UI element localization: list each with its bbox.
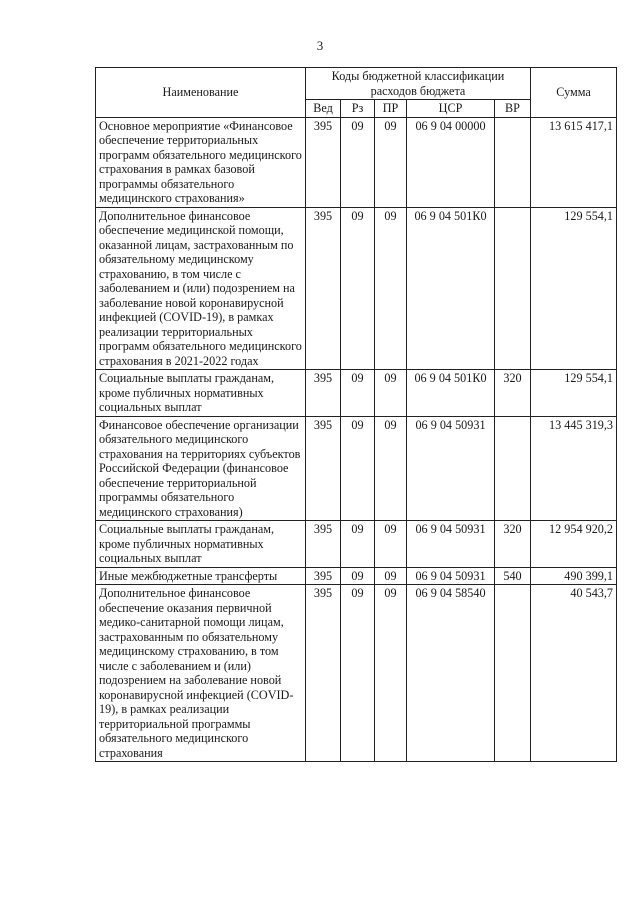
row-sum: 129 554,1 [531, 370, 617, 417]
row-rz: 09 [341, 567, 375, 585]
row-vr: 320 [495, 370, 531, 417]
table-row [96, 117, 617, 207]
row-csr: 06 9 04 50931 [407, 521, 495, 568]
row-name: Социальные выплаты гражданам, кроме публичных нормативных социальных выплат [96, 521, 306, 568]
row-csr: 06 9 04 501К0 [407, 207, 495, 370]
header-row-top [96, 68, 617, 100]
row-ved: 395 [306, 117, 341, 207]
header-csr: ЦСР [407, 100, 495, 118]
row-name: Дополнительное финансовое обеспечение оказания первичной медико-санитарной помощи лицам, застрахованным по обязательному медицинскому страхованию, в том числе с заболеванием и (или) подозрением на заболевание новой коронавирусной инфекцией (COVID-19), в рамках реализации территориальной программы обязательного медицинского страхования [96, 585, 306, 762]
row-rz: 09 [341, 207, 375, 370]
row-ved: 395 [306, 521, 341, 568]
row-pr: 09 [375, 416, 407, 521]
table-row [96, 585, 617, 762]
row-csr: 06 9 04 00000 [407, 117, 495, 207]
row-sum: 12 954 920,2 [531, 521, 617, 568]
row-rz: 09 [341, 585, 375, 762]
row-sum: 490 399,1 [531, 567, 617, 585]
row-name: Основное мероприятие «Финансовое обеспечение территориальных программ обязательного медицинского страхования в рамках базовой программы обязательного медицинского страхования» [96, 117, 306, 207]
table-row [96, 416, 617, 521]
row-csr: 06 9 04 50931 [407, 567, 495, 585]
header-pr: ПР [375, 100, 407, 118]
table-row [96, 207, 617, 370]
row-ved: 395 [306, 585, 341, 762]
row-vr: 320 [495, 521, 531, 568]
row-rz: 09 [341, 370, 375, 417]
row-pr: 09 [375, 207, 407, 370]
table-row [96, 567, 617, 585]
row-csr: 06 9 04 58540 [407, 585, 495, 762]
row-name: Финансовое обеспечение организации обязательного медицинского страхования на территориях субъектов Российской Федерации (финансовое обеспечение территориальной программы обязательного медицинского страхования) [96, 416, 306, 521]
row-sum: 129 554,1 [531, 207, 617, 370]
row-pr: 09 [375, 585, 407, 762]
row-pr: 09 [375, 370, 407, 417]
header-ved: Вед [306, 100, 341, 118]
row-vr: 540 [495, 567, 531, 585]
table-row [96, 370, 617, 417]
row-vr [495, 416, 531, 521]
budget-table [95, 67, 617, 762]
header-vr: ВР [495, 100, 531, 118]
page-number: 3 [316, 38, 324, 53]
row-name: Дополнительное финансовое обеспечение медицинской помощи, оказанной лицам, застрахованным по обязательному медицинскому страхованию, в том числе с заболеванием и (или) подозрением на заболевание новой коронавирусной инфекцией (COVID-19), в рамках реализации территориальных программ обязательного медицинского страхования в 2021-2022 годах [96, 207, 306, 370]
header-codes-group: Коды бюджетной классификации расходов бюджета [306, 68, 531, 100]
row-sum: 13 615 417,1 [531, 117, 617, 207]
row-rz: 09 [341, 521, 375, 568]
row-csr: 06 9 04 501К0 [407, 370, 495, 417]
row-ved: 395 [306, 370, 341, 417]
header-rz: Рз [341, 100, 375, 118]
header-sum: Сумма [531, 68, 617, 118]
row-name: Социальные выплаты гражданам, кроме публичных нормативных социальных выплат [96, 370, 306, 417]
row-ved: 395 [306, 567, 341, 585]
row-sum: 40 543,7 [531, 585, 617, 762]
row-csr: 06 9 04 50931 [407, 416, 495, 521]
table-row [96, 521, 617, 568]
row-name: Иные межбюджетные трансферты [96, 567, 306, 585]
row-rz: 09 [341, 416, 375, 521]
row-vr [495, 207, 531, 370]
row-pr: 09 [375, 521, 407, 568]
header-name: Наименование [96, 68, 306, 118]
row-sum: 13 445 319,3 [531, 416, 617, 521]
row-pr: 09 [375, 567, 407, 585]
row-ved: 395 [306, 416, 341, 521]
row-vr [495, 117, 531, 207]
row-pr: 09 [375, 117, 407, 207]
row-ved: 395 [306, 207, 341, 370]
row-rz: 09 [341, 117, 375, 207]
row-vr [495, 585, 531, 762]
